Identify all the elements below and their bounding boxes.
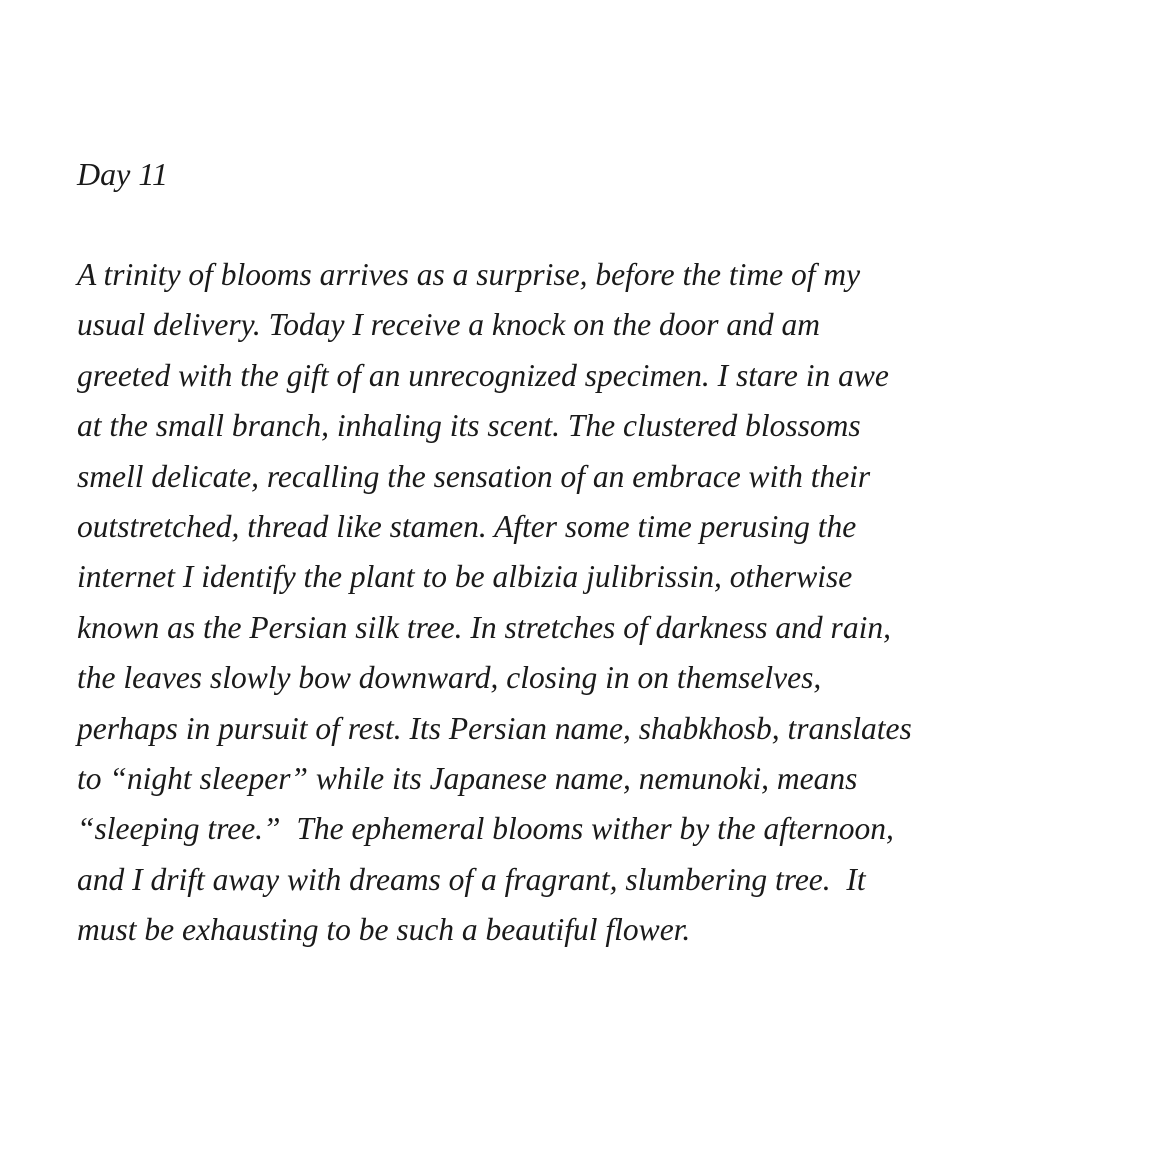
- entry-line: usual delivery. Today I receive a knock on the door and am: [77, 307, 820, 343]
- entry-line: internet I identify the plant to be albizia julibrissin, otherwise: [77, 559, 853, 595]
- entry-line: greeted with the gift of an unrecognized specimen. I stare in awe: [77, 357, 889, 393]
- entry-line: to “night sleeper” while its Japanese name, nemunoki, means: [77, 761, 858, 797]
- entry-line: perhaps in pursuit of rest. Its Persian name, shabkhosb, translates: [77, 710, 912, 746]
- entry-line: smell delicate, recalling the sensation of an embrace with their: [77, 458, 871, 494]
- entry-paragraph: [77, 250, 1137, 956]
- entry-line: “sleeping tree.” The ephemeral blooms wither by the afternoon,: [77, 811, 894, 847]
- entry-line: known as the Persian silk tree. In stretches of darkness and rain,: [77, 609, 891, 645]
- day-heading: Day 11: [77, 156, 168, 192]
- entry-line: A trinity of blooms arrives as a surprise, before the time of my: [77, 257, 861, 292]
- entry-line: and I drift away with dreams of a fragrant, slumbering tree. It: [77, 861, 866, 897]
- entry-line: the leaves slowly bow downward, closing in on themselves,: [77, 660, 822, 696]
- entry-line: outstretched, thread like stamen. After some time perusing the: [77, 509, 857, 545]
- entry-line: at the small branch, inhaling its scent. The clustered blossoms: [77, 408, 861, 444]
- entry-line: must be exhausting to be such a beautiful flower.: [77, 912, 691, 948]
